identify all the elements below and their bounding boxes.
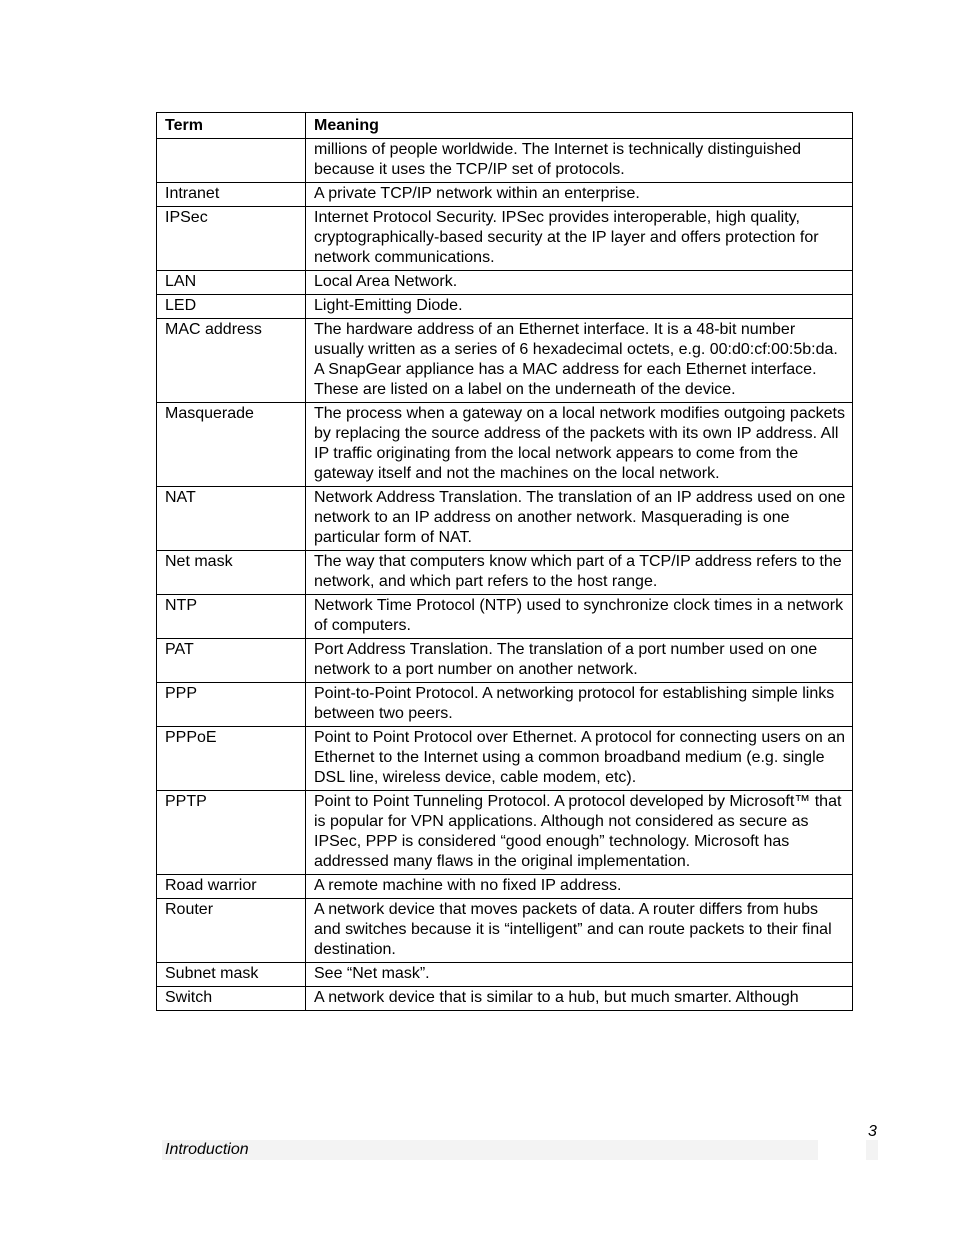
term-cell: NAT (157, 487, 306, 551)
term-cell: Masquerade (157, 403, 306, 487)
term-cell: PPPoE (157, 727, 306, 791)
meaning-cell: A network device that is similar to a hub, but much smarter. Although (306, 987, 853, 1011)
term-column-header: Term (157, 113, 306, 139)
table-row (157, 487, 853, 551)
table-row (157, 551, 853, 595)
table-row (157, 183, 853, 207)
meaning-cell: Port Address Translation. The translation of a port number used on one network to a port number on another network. (306, 639, 853, 683)
meaning-cell: Point to Point Protocol over Ethernet. A protocol for connecting users on an Ethernet to the Internet using a common broadband medium (e.g. single DSL line, wireless device, cable modem, etc). (306, 727, 853, 791)
table-row (157, 875, 853, 899)
meaning-cell: Point to Point Tunneling Protocol. A protocol developed by Microsoft™ that is popular for VPN applications. Although not considered as secure as IPSec, PPP is considered “good enough” technology. Microsoft has addressed many flaws in the original implementation. (306, 791, 853, 875)
term-cell: Intranet (157, 183, 306, 207)
term-cell (157, 139, 306, 183)
table-row (157, 639, 853, 683)
meaning-cell: The process when a gateway on a local network modifies outgoing packets by replacing the source address of the packets with its own IP address. All IP traffic originating from the local network appears to come from the gateway itself and not the machines on the local network. (306, 403, 853, 487)
term-cell: LAN (157, 271, 306, 295)
term-cell: LED (157, 295, 306, 319)
table-row (157, 319, 853, 403)
table-row (157, 683, 853, 727)
term-cell: Net mask (157, 551, 306, 595)
table-row (157, 963, 853, 987)
term-cell: NTP (157, 595, 306, 639)
term-cell: PPTP (157, 791, 306, 875)
term-cell: PPP (157, 683, 306, 727)
meaning-cell: Light-Emitting Diode. (306, 295, 853, 319)
meaning-cell: Local Area Network. (306, 271, 853, 295)
table-row (157, 139, 853, 183)
table-row (157, 295, 853, 319)
table-row (157, 403, 853, 487)
term-cell: IPSec (157, 207, 306, 271)
term-cell: MAC address (157, 319, 306, 403)
meaning-cell: The hardware address of an Ethernet interface. It is a 48-bit number usually written as a series of 6 hexadecimal octets, e.g. 00:d0:cf:00:5b:da. A SnapGear appliance has a MAC address for each Ethernet interface. These are listed on a label on the underneath of the device. (306, 319, 853, 403)
term-cell: Road warrior (157, 875, 306, 899)
term-cell: Switch (157, 987, 306, 1011)
term-cell: Subnet mask (157, 963, 306, 987)
meaning-cell: Network Address Translation. The translation of an IP address used on one network to an IP address on another network. Masquerading is one particular form of NAT. (306, 487, 853, 551)
meaning-column-header: Meaning (306, 113, 853, 139)
meaning-cell: The way that computers know which part of a TCP/IP address refers to the network, and which part refers to the host range. (306, 551, 853, 595)
table-row (157, 271, 853, 295)
footer-section-title: Introduction (165, 1141, 249, 1158)
meaning-cell: See “Net mask”. (306, 963, 853, 987)
meaning-cell: millions of people worldwide. The Internet is technically distinguished because it uses the TCP/IP set of protocols. (306, 139, 853, 183)
table-row (157, 727, 853, 791)
page-number: 3 (868, 1123, 877, 1140)
glossary-table (156, 112, 853, 1011)
table-row (157, 899, 853, 963)
meaning-cell: A network device that moves packets of data. A router differs from hubs and switches because it is “intelligent” and can route packets to their final destination. (306, 899, 853, 963)
meaning-cell: Point-to-Point Protocol. A networking protocol for establishing simple links between two peers. (306, 683, 853, 727)
table-row (157, 595, 853, 639)
meaning-cell: A private TCP/IP network within an enterprise. (306, 183, 853, 207)
meaning-cell: Internet Protocol Security. IPSec provides interoperable, high quality, cryptographically-based security at the IP layer and offers protection for network communications. (306, 207, 853, 271)
meaning-cell: Network Time Protocol (NTP) used to synchronize clock times in a network of computers. (306, 595, 853, 639)
meaning-cell: A remote machine with no fixed IP address. (306, 875, 853, 899)
table-row (157, 207, 853, 271)
table-header-row (157, 113, 853, 139)
table-row (157, 987, 853, 1011)
footer-bar (162, 1140, 818, 1160)
term-cell: PAT (157, 639, 306, 683)
term-cell: Router (157, 899, 306, 963)
table-row (157, 791, 853, 875)
page-number-bar (866, 1140, 878, 1160)
